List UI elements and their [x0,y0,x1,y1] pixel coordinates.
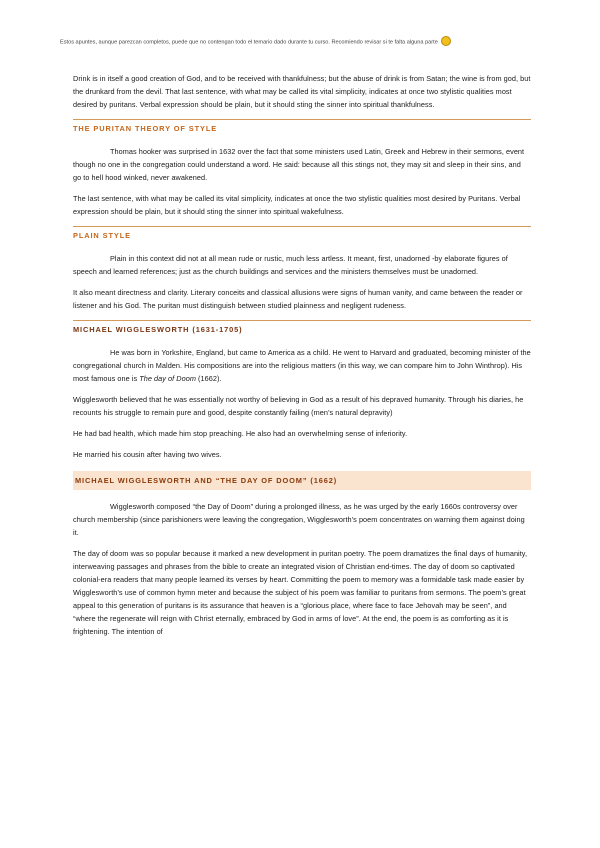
section-heading-day-of-doom: MICHAEL WIGGLESWORTH AND “THE DAY OF DOOM” (1662) [73,471,531,490]
text-run: He was born in Yorkshire, England, but came to America as a child. He went to Harvard and graduated, becoming minister of the congregational church in Malden. His compositions are into the religious matters (in this way, we can compare him to John Winthrop). His most famous one is [73,348,531,383]
document-body [73,72,531,646]
paragraph: Wigglesworth composed “the Day of Doom” during a prolonged illness, as he was urged by the early 1660s controversy over church membership (since parishioners were leaving the congregation, Wigglesworth’s poem concentrates on warning them against doing it. [73,502,525,537]
paragraph: Thomas hooker was surprised in 1632 over the fact that some ministers used Latin, Greek and Hebrew in their sermons, event though no one in the congregation could understand a word. He said: because all this stings not, they may sit and sleep in their sins, and go to hell hood winked, never awakened. [73,147,525,182]
smiley-icon [441,36,451,46]
text-run: (1662). [195,374,222,383]
paragraph: The last sentence, with what may be called its vital simplicity, indicates at once the two stylistic qualities most desired by Puritans. Verbal expression should be plain, but it should sting the sinner into spiritual wakefulness. [73,194,521,216]
section-heading-wigglesworth: MICHAEL WIGGLESWORTH (1631-1705) [73,325,243,334]
header-note: Estos apuntes, aunque parezcan completos, puede que no contengan todo el temario dado durante tu curso. Recomiendo revisar si te falta alguna parte [60,39,438,46]
book-title: The day of Doom [139,374,196,383]
intro-paragraph: Drink is in itself a good creation of God, and to be received with thankfulness; but the abuse of drink is from Satan; the wine is from god, but the drunkard from the devil. That last sentence, with what may be called its vital simplicity, indicates at once two stylistic qualities most desired by puritans. Verbal expression should be plain, but it should sting the sinner into spiritual thankfulness. [73,74,531,109]
paragraph: Plain in this context did not at all mean rude or rustic, much less artless. It meant, first, unadorned -by elaborate figures of speech and learned references; just as the church buildings and services and the ministers themselves must be unadorned. [73,254,508,276]
paragraph: He had bad health, which made him stop preaching. He also had an overwhelming sense of inferiority. [73,429,408,438]
paragraph: The day of doom was so popular because it marked a new development in puritan poetry. The poem dramatizes the final days of humanity, interweaving passages and phrases from the bible to create an integrated vision of Christian end-times. The day of doom so captivated colonial-era readers that many people learned its verses by heart. Committing the poem to memory was a formidable task made easier by Wigglesworth’s use of common hymn meter and because the subject of his poem was familiar to puritans from sermons. The poem’s great appeal to this generation of puritans is its assurance that heaven is a “glorious place, where face to face Jehovah may be seen”, and “where the regenerate will reign with Christ eternally, embraced by God in arms of love”. At the end, the poem is as comforting as it is frightening. The intention of [73,549,528,636]
paragraph: Wigglesworth believed that he was essentially not worthy of believing in God as a result of his depraved humanity. Through his diaries, he recounts his struggle to remain pure and good, despite constantly failing (men’s natural depravity) [73,395,524,417]
section-heading-plain-style: PLAIN STYLE [73,231,131,240]
paragraph [73,346,531,385]
paragraph: He married his cousin after having two wives. [73,450,222,459]
paragraph: It also meant directness and clarity. Literary conceits and classical allusions were signs of human vanity, and came between the reader or listener and his God. The puritan must distinguish between studied plainness and negligent rudeness. [73,288,523,310]
page-header [60,37,530,47]
section-heading-puritan-theory: THE PURITAN THEORY OF STYLE [73,124,218,133]
